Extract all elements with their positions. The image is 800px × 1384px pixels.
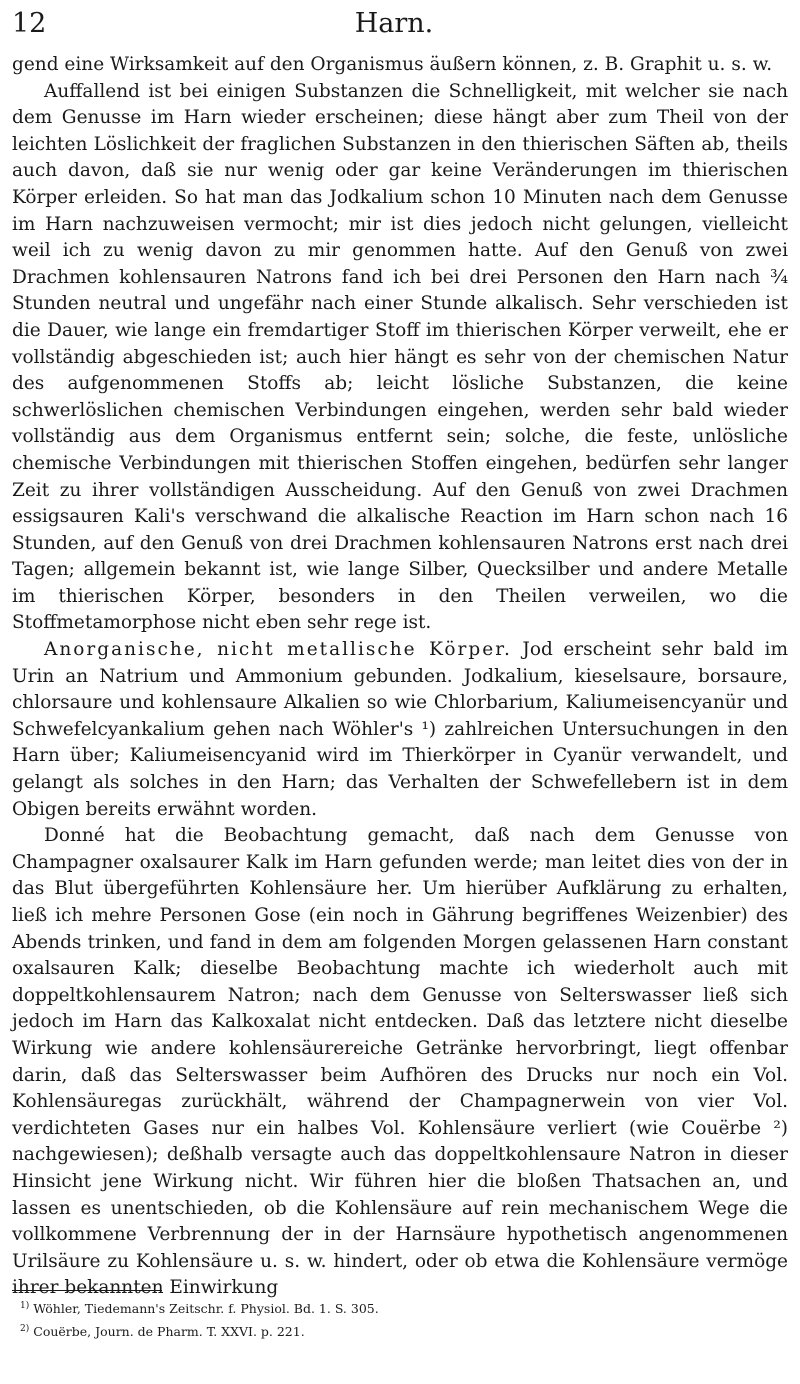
page-number: 12: [12, 7, 47, 39]
footnote-2: [12, 1319, 788, 1342]
footnote-1-text: Wöhler, Tiedemann's Zeitschr. f. Physiol. Bd. 1. S. 305.: [33, 1301, 379, 1317]
running-header: [12, 6, 776, 40]
footnote-2-mark: 2): [20, 1324, 30, 1335]
paragraph-inorganic-text: Jod erscheint sehr bald im Urin an Natrium und Ammonium gebunden. Jodkalium, kieselsaure, borsaure, chlorsaure und kohlensaure Alkalien so wie Chlorbarium, Kaliumeisencyanür und Schwefelcyankalium gehen nach Wöhler's ¹) zahlreichen Untersuchungen in den Harn über; Kaliumeisencyanid wird im Thierkörper in Cyanür verwandelt, und gelangt als solches in den Harn; das Verhalten der Schwefellebern ist in dem Obigen bereits erwähnt worden.: [12, 639, 788, 820]
footnote-2-text: Couërbe, Journ. de Pharm. T. XXVI. p. 221.: [33, 1324, 305, 1340]
body-text: [12, 52, 788, 1302]
paragraph-champagne: Donné hat die Beobachtung gemacht, daß nach dem Genusse von Champagner oxalsaurer Kalk im Harn gefunden werde; man leitet dies von der in das Blut übergeführten Kohlensäure her. Um hierüber Aufklärung zu erhalten, ließ ich mehre Personen Gose (ein noch in Gährung begriffenes Weizenbier) des Abends trinken, und fand in dem am folgenden Morgen gelassenen Harn constant oxalsauren Kalk; dieselbe Beobachtung machte ich wiederholt auch mit doppeltkohlensaurem Natron; nach dem Genusse von Selterswasser ließ sich jedoch im Harn das Kalkoxalat nicht entdecken. Daß das letztere nicht dieselbe Wirkung wie andere kohlensäurereiche Getränke hervorbringt, liegt offenbar darin, daß das Selterswasser beim Aufhören des Drucks nur noch ein Vol. Kohlensäuregas zurückhält, während der Champagnerwein von vier Vol. verdichteten Gases nur ein halbes Vol. Kohlensäure verliert (wie Couërbe ²) nachgewiesen); deßhalb versagte auch das doppeltkohlensaure Natron in dieser Hinsicht jene Wirkung nicht. Wir führen hier die bloßen Thatsachen an, und lassen es unentschieden, ob die Kohlensäure auf rein mechanischem Wege die vollkommene Verbrennung der in der Harnsäure hypothetisch angenommenen Urilsäure zu Kohlensäure u. s. w. hindert, oder ob etwa die Kohlensäure vermöge ihrer bekannten Einwirkung: [12, 825, 788, 1299]
footnotes: [12, 1296, 788, 1342]
paragraph-inorganic: [12, 637, 788, 823]
paragraph-continuation: gend eine Wirksamkeit auf den Organismus äußern können, z. B. Graphit u. s. w.: [12, 54, 773, 75]
footnote-1: [12, 1296, 788, 1319]
paragraph-solubility: Auffallend ist bei einigen Substanzen die Schnelligkeit, mit welcher sie nach dem Genusse im Harn wieder erscheinen; diese hängt aber zum Theil von der leichten Löslichkeit der fraglichen Substanzen in den thierischen Säften ab, theils auch davon, daß sie nur wenig oder gar keine Veränderungen im thierischen Körper erleiden. So hat man das Jodkalium schon 10 Minuten nach dem Genusse im Harn nachzuweisen vermocht; mir ist dies jedoch nicht gelungen, vielleicht weil ich zu wenig davon zu mir genommen hatte. Auf den Genuß von zwei Drachmen kohlensauren Natrons fand ich bei drei Personen den Harn nach ¾ Stunden neutral und ungefähr nach einer Stunde alkalisch. Sehr verschieden ist die Dauer, wie lange ein fremdartiger Stoff im thierischen Körper verweilt, ehe er vollständig abgeschieden ist; auch hier hängt es sehr von der chemischen Natur des aufgenommenen Stoffs ab; leicht lösliche Substanzen, die keine schwerlöslichen chemischen Verbindungen eingehen, werden sehr bald wieder vollständig aus dem Organismus entfernt sein; solche, die feste, unlösliche chemische Verbindungen mit thierischen Stoffen eingehen, bedürfen sehr langer Zeit zu ihrer vollständigen Ausscheidung. Auf den Genuß von zwei Drachmen essigsauren Kali's verschwand die alkalische Reaction im Harn schon nach 16 Stunden, auf den Genuß von drei Drachmen kohlensauren Natrons erst nach drei Tagen; allgemein bekannt ist, wie lange Silber, Quecksilber und andere Metalle im thierischen Körper, besonders in den Theilen verweilen, wo die Stoffmetamorphose nicht eben sehr rege ist.: [12, 80, 788, 634]
section-heading: Anorganische, nicht metallische Körper.: [44, 639, 512, 661]
footnote-divider: [12, 1290, 162, 1291]
running-title: Harn.: [354, 7, 434, 39]
footnote-1-mark: 1): [20, 1301, 30, 1311]
